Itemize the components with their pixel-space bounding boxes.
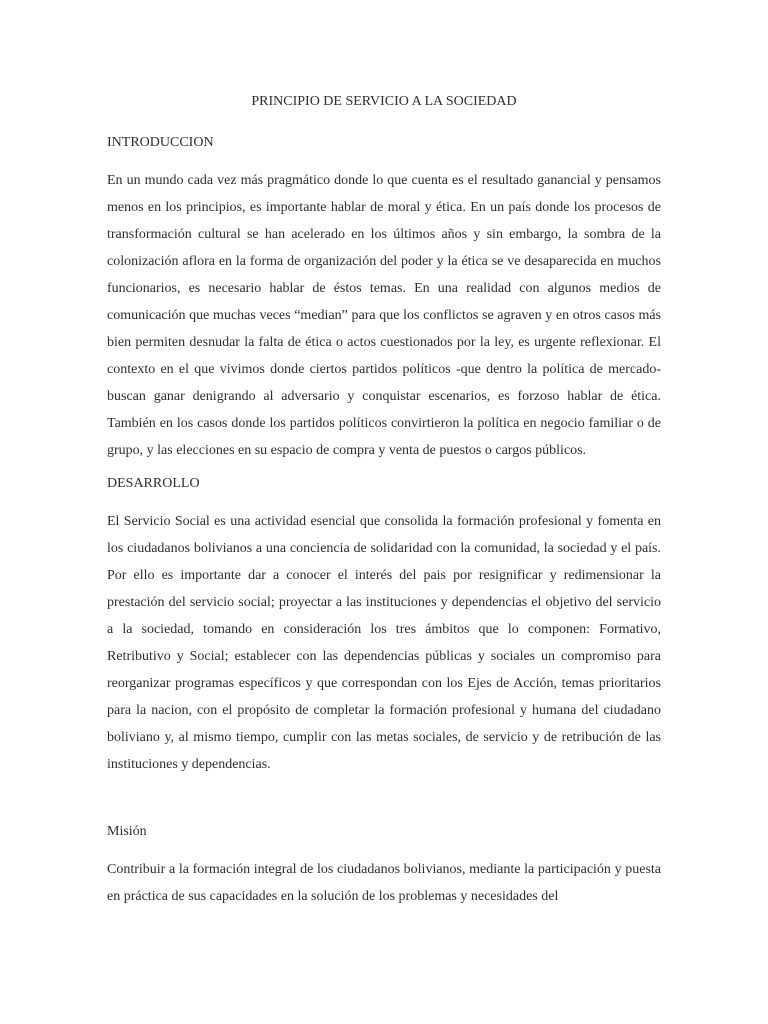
section-spacer — [107, 788, 661, 822]
paragraph-mision: Contribuir a la formación integral de los ciudadanos bolivianos, mediante la participación y puesta en práctica de sus capacidades en la solución de los problemas y necesidades del — [107, 862, 661, 904]
document-title: PRINCIPIO DE SERVICIO A LA SOCIEDAD — [251, 94, 517, 109]
paragraph-introduccion: En un mundo cada vez más pragmático donde lo que cuenta es el resultado ganancial y pensamos menos en los principios, es importante hablar de moral y ética. En un país donde los procesos de transformación cultural se han acelerado en los últimos años y sin embargo, la sombra de la colonización aflora en la forma de organización del poder y la ética se ve desaparecida en muchos funcionarios, es necesario hablar de éstos temas. En una realidad con algunos medios de comunicación que muchas veces “median” para que los conflictos se agraven y en otros casos más bien permiten desnudar la falta de ética o actos cuestionados por la ley, es urgente reflexionar. El contexto en el que vivimos donde ciertos partidos políticos -que dentro la política de mercado- buscan ganar denigrando al adversario y conquistar escenarios, es forzoso hablar de ética. También en los casos donde los partidos políticos convirtieron la política en negocio familiar o de grupo, y las elecciones en su espacio de compra y venta de puestos o cargos públicos. — [107, 173, 661, 458]
paragraph-desarrollo: El Servicio Social es una actividad esencial que consolida la formación profesional y fomenta en los ciudadanos bolivianos a una conciencia de solidaridad con la comunidad, la sociedad y el país. Por ello es importante dar a conocer el interés del pais por resignificar y redimensionar la prestación del servicio social; proyectar a las instituciones y dependencias el objetivo del servicio a la sociedad, tomando en consideración los tres ámbitos que lo componen: Formativo, Retributivo y Social; establecer con las dependencias públicas y sociales un compromiso para reorganizar programas específicos y que correspondan con los Ejes de Acción, temas prioritarios para la nacion, con el propósito de completar la formación profesional y humana del ciudadano boliviano y, al mismo tiempo, cumplir con las metas sociales, de servicio y de retribución de las instituciones y dependencias. — [107, 514, 661, 772]
section-heading-desarrollo: DESARROLLO — [107, 476, 200, 491]
section-heading-mision: Misión — [107, 824, 147, 839]
section-heading-introduccion: INTRODUCCION — [107, 135, 214, 150]
